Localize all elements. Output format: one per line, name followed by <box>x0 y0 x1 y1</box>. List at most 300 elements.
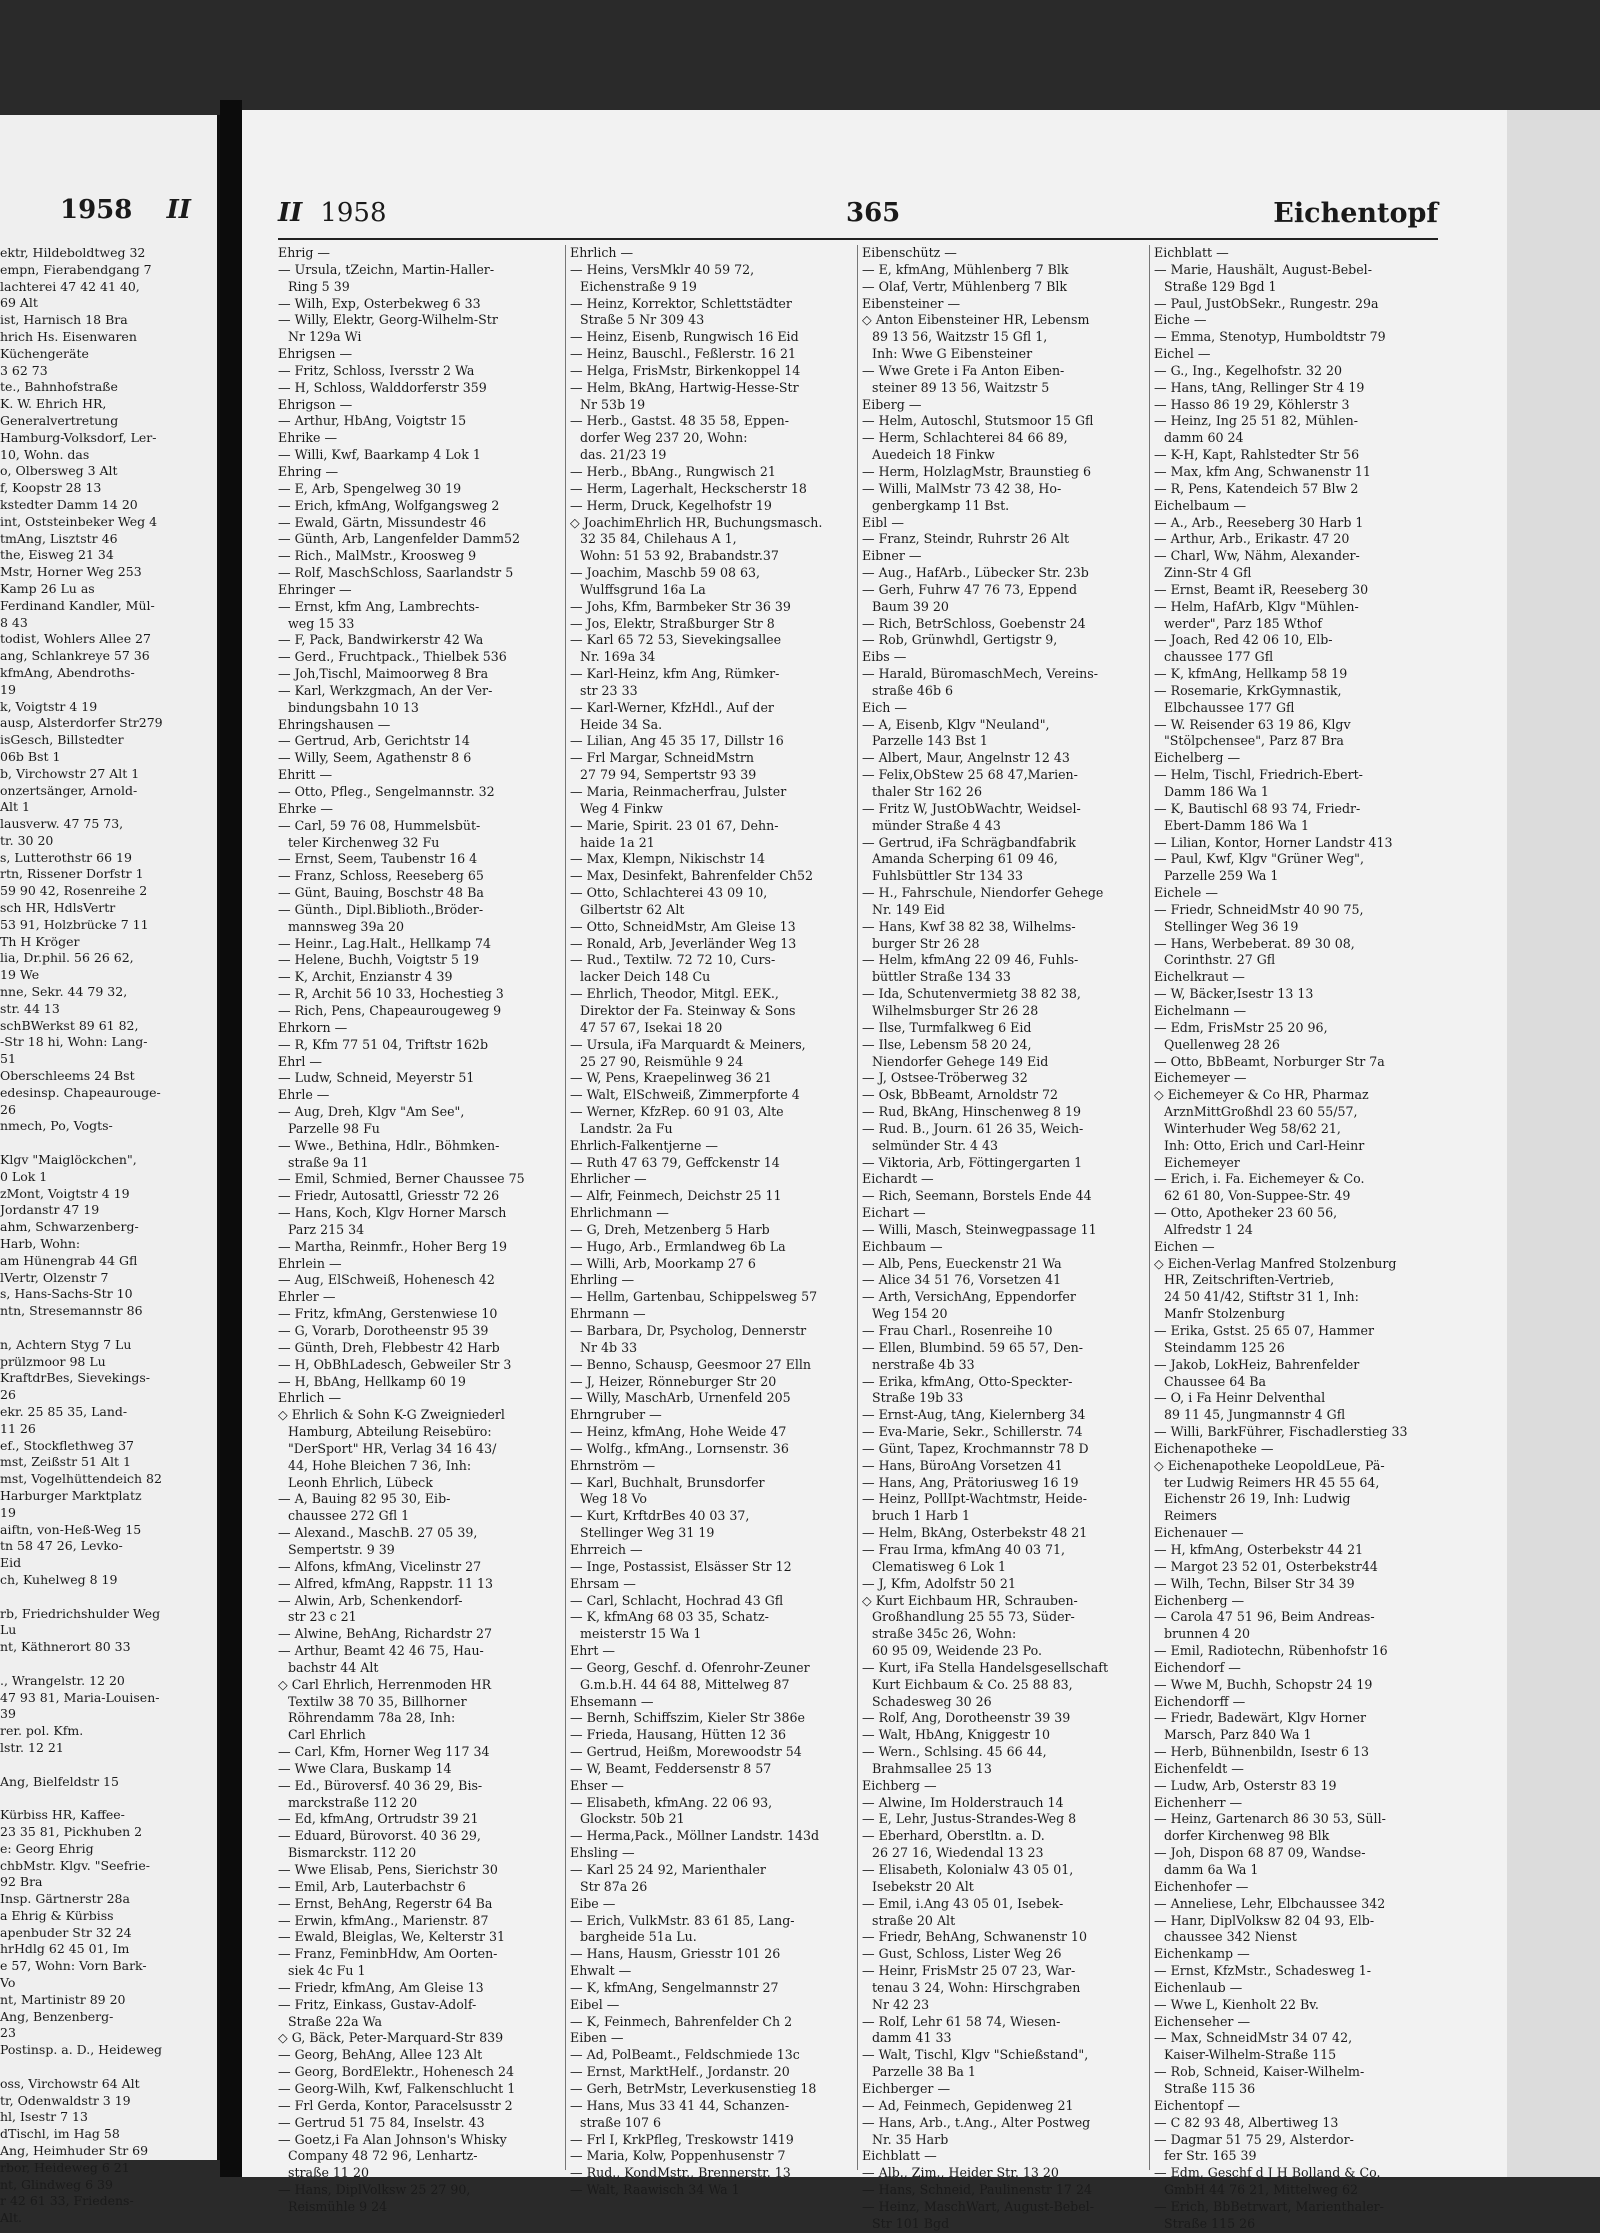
directory-entry-line: — Heinz, PollIpt-Wachtmstr, Heide- <box>862 1491 1088 1507</box>
directory-entry-line: — Jos, Elektr, Straßburger Str 8 <box>570 615 775 631</box>
directory-entry-line: ◇ Anton Eibensteiner HR, Lebensm <box>862 312 1090 328</box>
directory-entry-line: brunnen 4 20 <box>1164 1626 1251 1642</box>
directory-entry-line: tenau 3 24, Wohn: Hirschgraben <box>872 1979 1081 1995</box>
directory-entry-line: Ehrlicher — <box>570 1171 647 1187</box>
directory-entry-line: straße 345c 26, Wohn: <box>872 1626 1017 1642</box>
directory-column-2 <box>570 245 852 2198</box>
directory-entry-line: Ehrmann — <box>570 1306 646 1322</box>
directory-entry-line: — Lilian, Ang 45 35 17, Dillstr 16 <box>570 733 784 749</box>
directory-entry-line: Weg 18 Vo <box>580 1491 647 1507</box>
directory-entry-line: straße 20 Alt <box>872 1912 956 1928</box>
directory-entry-line: — Ed, kfmAng, Ortrudstr 39 21 <box>278 1811 479 1827</box>
directory-entry-line: zMont, Voigtstr 4 19 <box>0 1185 130 1201</box>
directory-entry-line: Eibe — <box>570 1895 616 1911</box>
directory-entry-line: ◇ Carl Ehrlich, Herrenmoden HR <box>278 1676 492 1692</box>
directory-entry-line: Eichardt — <box>862 1171 934 1187</box>
directory-entry-line: dTischl, im Hag 58 <box>0 2126 120 2142</box>
directory-entry-line: — Frl I, KrkPfleg, Treskowstr 1419 <box>570 2131 794 2147</box>
directory-entry-line: 3 62 73 <box>0 362 48 378</box>
directory-entry-line: — Heinz, Korrektor, Schlettstädter <box>570 295 792 311</box>
directory-entry-line: Ehrl — <box>278 1053 322 1069</box>
directory-entry-line: Insp. Gärtnerstr 28a <box>0 1891 130 1907</box>
directory-entry-line: ◇ Eichenapotheke LeopoldLeue, Pä- <box>1154 1457 1385 1473</box>
header-rule <box>278 238 1438 240</box>
directory-entry-line: — Gertrud, iFa Schrägbandfabrik <box>862 834 1076 850</box>
directory-entry-line: — Ursula, iFa Marquardt & Meiners, <box>570 1036 806 1052</box>
directory-entry-line: — Erika, kfmAng, Otto-Speckter- <box>862 1373 1073 1389</box>
directory-entry-line: — Wwe Elisab, Pens, Sierichstr 30 <box>278 1862 498 1877</box>
directory-entry-line: Alt 1 <box>0 799 30 815</box>
directory-entry-line: — Harald, BüromaschMech, Vereins- <box>862 666 1098 682</box>
directory-entry-line: — Aug., HafArb., Lübecker Str. 23b <box>862 565 1089 581</box>
running-head: Eichentopf <box>1273 198 1438 229</box>
directory-entry-line: ekr. 25 85 35, Land- <box>0 1403 128 1419</box>
directory-entry-line: Eichenapotheke — <box>1154 1440 1274 1456</box>
directory-entry-line: 89 13 56, Waitzstr 15 Gfl 1, <box>872 329 1048 345</box>
directory-entry-line: — Rolf, Ang, Dorotheenstr 39 39 <box>862 1710 1071 1726</box>
directory-entry-line: K. W. Ehrich HR, <box>0 396 107 412</box>
directory-entry-line: mst, Vogelhüttendeich 82 <box>0 1471 162 1487</box>
directory-entry-line: — Helm, Autoschl, Stutsmoor 15 Gfl <box>862 413 1094 429</box>
directory-entry-line: — K, kfmAng, Hellkamp 58 19 <box>1154 666 1348 682</box>
directory-entry-line: genbergkamp 11 Bst. <box>872 497 1010 513</box>
directory-entry-line: 69 Alt <box>0 295 38 311</box>
directory-entry-line: Harburger Marktplatz <box>0 1487 142 1503</box>
directory-entry-line: — Rud. B., Journ. 61 26 35, Weich- <box>862 1120 1084 1136</box>
directory-entry-line: Sempertstr. 9 39 <box>288 1541 395 1557</box>
directory-entry-line: Eichelbaum — <box>1154 497 1247 513</box>
directory-entry-line: — Erich, i. Fa. Eichemeyer & Co. <box>1154 1171 1365 1187</box>
directory-entry-line: — Elisabeth, kfmAng. 22 06 93, <box>570 1794 773 1810</box>
directory-entry-line: — Erich, VulkMstr. 83 61 85, Lang- <box>570 1912 795 1928</box>
directory-entry-line: — Carl, Kfm, Horner Weg 117 34 <box>278 1744 490 1760</box>
directory-entry-line <box>0 1790 215 1807</box>
directory-entry-line: ◇ Eichen-Verlag Manfred Stolzenburg <box>1154 1255 1397 1271</box>
directory-entry-line: Eibner — <box>862 548 922 564</box>
directory-entry-line: — Günth., Dipl.Biblioth.,Bröder- <box>278 901 484 917</box>
directory-entry-line: Baum 39 20 <box>872 598 949 614</box>
directory-entry-line: kfmAng, Abendroths- <box>0 664 135 680</box>
directory-entry-line: Ehrike — <box>278 430 338 446</box>
directory-entry-line: — Hans, Koch, Klgv Horner Marsch <box>278 1205 507 1221</box>
directory-entry-line: — Karl 25 24 92, Marienthaler <box>570 1862 766 1877</box>
directory-entry-line: Direktor der Fa. Steinway & Sons <box>580 1002 796 1018</box>
directory-entry-line: haide 1a 21 <box>580 834 655 850</box>
directory-entry-line: — Hans, Mus 33 41 44, Schanzen- <box>570 2097 790 2113</box>
directory-entry-line: "Stölpchensee", Parz 87 Bra <box>1164 733 1344 749</box>
directory-entry-line: Inh: Wwe G Eibensteiner <box>872 346 1033 362</box>
directory-entry-line: rtn, Rissener Dorfstr 1 <box>0 866 144 882</box>
directory-entry-line: dorfer Weg 237 20, Wohn: <box>580 430 748 446</box>
directory-entry-line: 59 90 42, Rosenreihe 2 <box>0 883 148 899</box>
directory-entry-line: — Eva-Marie, Sekr., Schillerstr. 74 <box>862 1424 1083 1440</box>
directory-entry-line: Fuhlsbüttler Str 134 33 <box>872 868 1024 884</box>
directory-entry-line: Ang, Benzenberg- <box>0 2008 114 2024</box>
directory-entry-line: Ehrsam — <box>570 1575 636 1591</box>
directory-entry-line: — Hans, Kwf 38 82 38, Wilhelms- <box>862 918 1076 934</box>
directory-entry-line: — Willy, Seem, Agathenstr 8 6 <box>278 750 472 766</box>
directory-entry-line: — Willi, Kwf, Baarkamp 4 Lok 1 <box>278 447 481 463</box>
directory-entry-line: steiner 89 13 56, Waitzstr 5 <box>872 379 1050 395</box>
directory-entry-line: Alt. <box>0 2210 23 2226</box>
directory-entry-line: Postinsp. a. D., Heideweg <box>0 2042 162 2058</box>
directory-columns <box>278 245 1438 2231</box>
directory-entry-line: 23 35 81, Pickhuben 2 <box>0 1823 143 1839</box>
directory-entry-line: — Margot 23 52 01, Osterbekstr44 <box>1154 1558 1378 1574</box>
directory-entry-line: 25 27 90, Reismühle 9 24 <box>580 1053 744 1069</box>
directory-column-1 <box>278 245 560 2214</box>
directory-entry-line: — Paul, JustObSekr., Rungestr. 29a <box>1154 295 1379 311</box>
directory-entry-line: o, Olbersweg 3 Alt <box>0 463 118 479</box>
directory-entry-line: s, Hans-Sachs-Str 10 <box>0 1286 133 1302</box>
directory-entry-line: — Arth, VersichAng, Eppendorfer <box>862 1289 1076 1305</box>
directory-entry-line: — Emil, i.Ang 43 05 01, Isebek- <box>862 1895 1064 1911</box>
directory-entry-line: — Frl Margar, SchneidMstrn <box>570 750 755 766</box>
directory-entry-line: straße 46b 6 <box>872 682 954 698</box>
directory-entry-line: — Ruth 47 63 79, Geffckenstr 14 <box>570 1154 780 1170</box>
directory-entry-line: nt, Martinistr 89 20 <box>0 1991 126 2007</box>
directory-entry-line: hl, Isestr 7 13 <box>0 2109 88 2125</box>
column-divider <box>1149 245 1150 2170</box>
directory-entry-line: Nr. 149 Eid <box>872 901 945 917</box>
directory-entry-line: Ebert-Damm 186 Wa 1 <box>1164 817 1309 833</box>
directory-entry-line: ◇ Kurt Eichbaum HR, Schrauben- <box>862 1592 1078 1608</box>
directory-entry-line: — Ernst, MarktHelf., Jordanstr. 20 <box>570 2064 790 2080</box>
directory-entry-line: — Herma,Pack., Möllner Landstr. 143d <box>570 1828 820 1844</box>
directory-entry-line: werder", Parz 185 Wthof <box>1164 615 1323 631</box>
directory-entry-line: — Ernst-Aug, tAng, Kielernberg 34 <box>862 1407 1086 1423</box>
directory-entry-line: — Ernst, Seem, Taubenstr 16 4 <box>278 851 478 867</box>
directory-entry-line: — Helm, kfmAng 22 09 46, Fuhls- <box>862 952 1079 968</box>
directory-entry-line: Eichele — <box>1154 885 1218 901</box>
directory-entry-line: — Edm, FrisMstr 25 20 96, <box>1154 1019 1328 1035</box>
directory-entry-line: Parzelle 259 Wa 1 <box>1164 868 1279 884</box>
directory-entry-line: Eichenseher — <box>1154 2013 1251 2029</box>
directory-entry-line: Ehrlich-Falkentjerne — <box>570 1137 719 1153</box>
directory-entry-line: Vo <box>0 1975 16 1991</box>
directory-entry-line: — Ernst, BehAng, Regerstr 64 Ba <box>278 1895 493 1911</box>
directory-entry-line: nmech, Po, Vogts- <box>0 1118 113 1134</box>
directory-entry-line: Eichenauer — <box>1154 1525 1244 1541</box>
directory-entry-line: — Friedr, Badewärt, Klgv Horner <box>1154 1710 1366 1726</box>
directory-entry-line: Landstr. 2a Fu <box>580 1120 673 1136</box>
directory-entry-line: — Walt, ElSchweiß, Zimmerpforte 4 <box>570 1087 800 1103</box>
directory-entry-line: — Franz, FeminbHdw, Am Oorten- <box>278 1946 498 1962</box>
directory-entry-line: — Heinz, Gartenarch 86 30 53, Süll- <box>1154 1811 1386 1827</box>
directory-entry-line: Th H Kröger <box>0 933 80 949</box>
directory-entry-line: e: Georg Ehrig <box>0 1840 94 1856</box>
directory-entry-line: chaussee 342 Nienst <box>1164 1929 1297 1945</box>
directory-entry-line: 60 95 09, Weidende 23 Po. <box>872 1643 1042 1659</box>
directory-entry-line: — Emma, Stenotyp, Humboldtstr 79 <box>1154 329 1386 345</box>
directory-entry-line: siek 4c Fu 1 <box>288 1963 366 1979</box>
directory-entry-line: Straße 22a Wa <box>288 2013 382 2029</box>
directory-entry-line: — Fritz W, JustObWachtr, Weidsel- <box>862 800 1081 816</box>
directory-entry-line: sch HR, HdlsVertr <box>0 900 116 916</box>
directory-entry-line <box>0 2059 215 2076</box>
directory-entry-line: 8 43 <box>0 614 28 630</box>
directory-entry-line: — Wolfg., kfmAng., Lornsenstr. 36 <box>570 1440 789 1456</box>
directory-entry-line: a Ehrig & Kürbiss <box>0 1907 114 1923</box>
directory-entry-line: kstedter Damm 14 20 <box>0 496 138 512</box>
directory-entry-line: — Wwe L, Kienholt 22 Bv. <box>1154 1996 1319 2012</box>
directory-entry-line: ntn, Stresemannstr 86 <box>0 1303 143 1319</box>
directory-entry-line: Großhandlung 25 55 73, Süder- <box>872 1609 1075 1625</box>
directory-entry-line: — Heinr, FrisMstr 25 07 23, War- <box>862 1963 1076 1979</box>
directory-entry-line: — Kurt, iFa Stella Handelsgesellschaft <box>862 1659 1109 1675</box>
directory-entry-line: — Edm, Geschf d J H Bolland & Co. <box>1154 2165 1381 2181</box>
directory-entry-line: Harb, Wohn: <box>0 1236 81 1252</box>
directory-entry-line: — Rich, BetrSchloss, Goebenstr 24 <box>862 615 1086 631</box>
directory-entry-line: Company 48 72 96, Lenhartz- <box>288 2148 478 2164</box>
directory-entry-line: — Elisabeth, Kolonialw 43 05 01, <box>862 1862 1074 1877</box>
directory-entry-line: Mstr, Horner Weg 253 <box>0 564 142 580</box>
directory-entry-line: — Otto, Schlachterei 43 09 10, <box>570 885 768 901</box>
directory-entry-line: — Erich, kfmAng, Wolfgangsweg 2 <box>278 497 500 513</box>
directory-entry-line: s, Lutterothstr 66 19 <box>0 849 132 865</box>
directory-entry-line: ., Wrangelstr. 12 20 <box>0 1672 125 1688</box>
directory-entry-line: — H, ObBhLadesch, Gebweiler Str 3 <box>278 1356 512 1372</box>
directory-entry-line: r 42 61 33, Friedens- <box>0 2193 134 2209</box>
directory-entry-line: ◇ Eichemeyer & Co HR, Pharmaz <box>1154 1087 1369 1103</box>
page-year: 1958 <box>320 198 387 228</box>
directory-entry-line: — C 82 93 48, Albertiweg 13 <box>1154 2114 1339 2130</box>
directory-entry-line: Elbchaussee 177 Gfl <box>1164 699 1295 715</box>
directory-entry-line: Eichendorf — <box>1154 1659 1241 1675</box>
directory-entry-line: teler Kirchenweg 32 Fu <box>288 834 440 850</box>
directory-entry-line: tr, Odenwaldstr 3 19 <box>0 2092 131 2108</box>
directory-entry-line: — Joach, Red 42 06 10, Elb- <box>1154 632 1333 648</box>
directory-entry-line: Ehrkorn — <box>278 1019 348 1035</box>
directory-entry-line: Eichenstraße 9 19 <box>580 278 697 294</box>
directory-entry-line: — Heinz, Eisenb, Rungwisch 16 Eid <box>570 329 799 345</box>
directory-entry-line: — Ewald, Gärtn, Missundestr 46 <box>278 514 487 530</box>
directory-entry-line: — Eberhard, Oberstltn. a. D. <box>862 1828 1045 1844</box>
directory-entry-line: k, Voigtstr 4 19 <box>0 698 98 714</box>
directory-entry-line: — Alice 34 51 76, Vorsetzen 41 <box>862 1272 1062 1288</box>
directory-entry-line: Eich — <box>862 699 907 715</box>
directory-entry-line: — Walt, HbAng, Kniggestr 10 <box>862 1727 1051 1743</box>
directory-entry-line: — Eduard, Bürovorst. 40 36 29, <box>278 1828 481 1844</box>
directory-entry-line: — G, Dreh, Metzenberg 5 Harb <box>570 1221 770 1237</box>
directory-entry-line: ef., Stockflethweg 37 <box>0 1437 134 1453</box>
directory-entry-line: ◇ Ehrlich & Sohn K-G Zweigniederl <box>278 1407 505 1423</box>
directory-entry-line: — Max, Klempn, Nikischstr 14 <box>570 851 766 867</box>
directory-entry-line: n, Achtern Styg 7 Lu <box>0 1336 132 1352</box>
directory-entry-line: — Max, Desinfekt, Bahrenfelder Ch52 <box>570 868 813 884</box>
directory-entry-line: Straße 115 26 <box>1164 2215 1256 2231</box>
directory-entry-line: — Alfons, kfmAng, Vicelinstr 27 <box>278 1558 482 1574</box>
directory-entry-line: — Rob, Grünwhdl, Gertigstr 9, <box>862 632 1058 648</box>
directory-entry-line: — Karl-Werner, KfzHdl., Auf der <box>570 699 774 715</box>
directory-entry-line: aiftn, von-Heß-Weg 15 <box>0 1521 142 1537</box>
directory-entry-line: — Carl, Schlacht, Hochrad 43 Gfl <box>570 1592 784 1608</box>
directory-entry-line: "DerSport" HR, Verlag 34 16 43/ <box>288 1440 497 1456</box>
directory-entry-line: b, Virchowstr 27 Alt 1 <box>0 765 140 781</box>
directory-entry-line: Kaiser-Wilhelm-Straße 115 <box>1164 2047 1337 2063</box>
directory-entry-line: Chaussee 64 Ba <box>1164 1373 1266 1389</box>
directory-entry-line: Steindamm 125 26 <box>1164 1339 1285 1355</box>
directory-entry-line: — E, Arb, Spengelweg 30 19 <box>278 480 462 496</box>
directory-entry-line: — Kurt, KrftdrBes 40 03 37, <box>570 1508 750 1524</box>
directory-entry-line: — Georg, BehAng, Allee 123 Alt <box>278 2047 483 2063</box>
directory-entry-line: lausverw. 47 75 73, <box>0 816 124 832</box>
directory-entry-line: — Gerh, Fuhrw 47 76 73, Eppend <box>862 581 1078 597</box>
directory-entry-line: Carl Ehrlich <box>288 1727 366 1743</box>
directory-entry-line: — Carola 47 51 96, Beim Andreas- <box>1154 1609 1375 1625</box>
directory-entry-line: lachterei 47 42 41 40, <box>0 278 140 294</box>
directory-entry-line: 06b Bst 1 <box>0 748 61 764</box>
directory-entry-line: ist, Harnisch 18 Bra <box>0 312 128 328</box>
directory-entry-line: — Hasso 86 19 29, Köhlerstr 3 <box>1154 396 1350 412</box>
directory-entry-line: — Herb, Bühnenbildn, Isestr 6 13 <box>1154 1744 1370 1760</box>
directory-entry-line: — Helm, HafArb, Klgv "Mühlen- <box>1154 598 1359 614</box>
directory-entry-line: Straße 19b 33 <box>872 1390 964 1406</box>
directory-entry-line: prülzmoor 98 Lu <box>0 1353 106 1369</box>
directory-entry-line: Hamburg-Volksdorf, Ler- <box>0 429 157 445</box>
directory-entry-line: apenbuder Str 32 24 <box>0 1924 132 1940</box>
directory-entry-line: Kürbiss HR, Kaffee- <box>0 1807 125 1823</box>
directory-entry-line: — Alfr, Feinmech, Deichstr 25 11 <box>570 1188 782 1204</box>
directory-entry-line: straße 107 6 <box>580 2114 661 2130</box>
directory-entry-line: — A, Bauing 82 95 30, Eib- <box>278 1491 451 1507</box>
directory-entry-line: hrHdlg 62 45 01, Im <box>0 1941 130 1957</box>
directory-entry-line: — A, Eisenb, Klgv "Neuland", <box>862 716 1050 732</box>
directory-entry-line: oss, Virchowstr 64 Alt <box>0 2075 140 2091</box>
directory-entry-line: Eid <box>0 1555 22 1571</box>
directory-entry-line: f, Koopstr 28 13 <box>0 480 102 496</box>
directory-entry-line: — Hans, Ang, Prätoriusweg 16 19 <box>862 1474 1079 1490</box>
directory-entry-line: — Wwe Grete i Fa Anton Eiben- <box>862 362 1065 378</box>
directory-entry-line: Eichenherr — <box>1154 1794 1243 1810</box>
directory-entry-line: — Rud, BkAng, Hinschenweg 8 19 <box>862 1104 1082 1120</box>
directory-entry-line: — Wwe., Bethina, Hdlr., Böhmken- <box>278 1137 500 1153</box>
directory-entry-line: — Rich, Pens, Chapeaurougeweg 9 <box>278 1002 502 1018</box>
directory-entry-line: — Alwin, Arb, Schenkendorf- <box>278 1592 463 1608</box>
directory-entry-line: nt, Glindweg 6 39 <box>0 2176 113 2192</box>
directory-entry-line <box>0 1656 215 1673</box>
directory-entry-line: — Hans, Hausm, Griesstr 101 26 <box>570 1946 781 1962</box>
left-page-numeral: II <box>166 195 191 225</box>
directory-entry-line: — Carl, 59 76 08, Hummelsbüt- <box>278 817 481 833</box>
column-divider <box>565 245 566 2170</box>
directory-entry-line: — W, Beamt, Feddersenstr 8 57 <box>570 1760 772 1776</box>
directory-entry-line: — Emil, Arb, Lauterbachstr 6 <box>278 1878 466 1894</box>
directory-entry-line: fer Str. 165 39 <box>1164 2148 1257 2164</box>
directory-entry-line: — Helm, BkAng, Osterbekstr 48 21 <box>862 1525 1088 1541</box>
directory-entry-line: Eichelkraut — <box>1154 969 1245 985</box>
directory-entry-line: Nr 129a Wi <box>288 329 362 345</box>
directory-entry-line: — Felix,ObStew 25 68 47,Marien- <box>862 767 1078 783</box>
directory-entry-line: — Helga, FrisMstr, Birkenkoppel 14 <box>570 362 801 378</box>
directory-entry-line: todist, Wohlers Allee 27 <box>0 631 151 647</box>
directory-entry-line: thaler Str 162 26 <box>872 784 982 799</box>
directory-entry-line: — Fritz, Einkass, Gustav-Adolf- <box>278 1996 477 2012</box>
directory-entry-line: Nr 42 23 <box>872 1996 930 2012</box>
directory-entry-line: Damm 186 Wa 1 <box>1164 784 1269 799</box>
directory-entry-line: Schadesweg 30 26 <box>872 1693 992 1709</box>
directory-entry-line: chaussee 272 Gfl 1 <box>288 1508 410 1524</box>
directory-entry-line: Ehrle — <box>278 1087 330 1103</box>
directory-entry-line: — Rich., MalMstr., Kroosweg 9 <box>278 548 477 564</box>
directory-entry-line: 32 35 84, Chilehaus A 1, <box>580 531 737 547</box>
left-page-header <box>60 195 191 225</box>
directory-entry-line: — Ad, PolBeamt., Feldschmiede 13c <box>570 2047 800 2063</box>
directory-entry-line: GmbH 44 76 21, Mittelweg 62 <box>1164 2182 1358 2198</box>
directory-entry-line: 47 57 67, Isekai 18 20 <box>580 1019 723 1035</box>
directory-entry-line: — Günt, Tapez, Krochmannstr 78 D <box>862 1440 1089 1456</box>
directory-entry-line: Ehrling — <box>570 1272 635 1288</box>
directory-entry-line: lia, Dr.phil. 56 26 62, <box>0 950 134 966</box>
directory-entry-line: edesinsp. Chapeaurouge- <box>0 1084 161 1100</box>
directory-entry-line: — Viktoria, Arb, Föttingergarten 1 <box>862 1154 1083 1170</box>
directory-entry-line: — J, Heizer, Rönneburger Str 20 <box>570 1373 777 1389</box>
directory-entry-line: lstr. 12 21 <box>0 1739 64 1755</box>
directory-entry-line: 62 61 80, Von-Suppee-Str. 49 <box>1164 1188 1351 1204</box>
directory-entry-line: Weg 4 Finkw <box>580 800 663 816</box>
directory-entry-line: Eichemeyer <box>1164 1154 1240 1170</box>
directory-entry-line: e 57, Wohn: Vorn Bark- <box>0 1958 147 1974</box>
directory-entry-line: weg 15 33 <box>288 615 355 631</box>
directory-entry-line: — Heinz, Bauschl., Feßlerstr. 16 21 <box>570 346 796 362</box>
directory-entry-line: Marsch, Parz 840 Wa 1 <box>1164 1727 1312 1743</box>
directory-entry-line: mst, Zeißstr 51 Alt 1 <box>0 1454 131 1470</box>
directory-entry-line: — Wwe Clara, Buskamp 14 <box>278 1760 452 1776</box>
directory-entry-line: G.m.b.H. 44 64 88, Mittelweg 87 <box>580 1676 790 1692</box>
directory-entry-line: Ehsling — <box>570 1845 635 1861</box>
directory-entry-line: ahm, Schwarzenberg- <box>0 1219 139 1235</box>
directory-entry-line: Niendorfer Gehege 149 Eid <box>872 1053 1049 1069</box>
directory-entry-line: — Ursula, tZeichn, Martin-Haller- <box>278 261 495 277</box>
directory-column-3 <box>862 245 1144 2231</box>
directory-entry-line: — Maria, Kolw, Poppenhusenstr 7 <box>570 2148 786 2164</box>
right-page <box>242 110 1507 2231</box>
directory-entry-line: ◇ G, Bäck, Peter-Marquard-Str 839 <box>278 2030 504 2046</box>
directory-entry-line: Ehrlichmann — <box>570 1205 669 1221</box>
directory-entry-line: das. 21/23 19 <box>580 447 667 463</box>
directory-entry-line: — Ilse, Lebensm 58 20 24, <box>862 1036 1032 1052</box>
directory-entry-line: burger Str 26 28 <box>872 935 980 951</box>
directory-entry-line: — Gerd., Fruchtpack., Thielbek 536 <box>278 649 507 665</box>
directory-entry-line: — Ewald, Bleiglas, We, Kelterstr 31 <box>278 1929 506 1945</box>
directory-column-4 <box>1154 245 1436 2231</box>
directory-entry-line: isGesch, Billstedter <box>0 732 124 748</box>
directory-entry-line: nerstraße 4b 33 <box>872 1356 975 1372</box>
directory-entry-line: Eichblatt — <box>1154 245 1229 260</box>
directory-entry-line: Nr. 169a 34 <box>580 649 656 665</box>
directory-entry-line: am Hünengrab 44 Gfl <box>0 1252 138 1268</box>
directory-entry-line: str 23 c 21 <box>288 1609 357 1625</box>
directory-entry-line: — Hans, DiplVolksw 25 27 90, <box>278 2182 471 2198</box>
directory-entry-line: Brahmsallee 25 13 <box>872 1760 992 1776</box>
directory-entry-line: — H., Fahrschule, Niendorfer Gehege <box>862 885 1104 901</box>
directory-entry-line: Eichelmann — <box>1154 1002 1247 1018</box>
directory-entry-line: — Olaf, Vertr, Mühlenberg 7 Blk <box>862 278 1068 294</box>
directory-entry-line: Stellinger Weg 36 19 <box>1164 918 1299 934</box>
directory-entry-line: 23 <box>0 2025 16 2041</box>
directory-entry-line: — Karl, Buchhalt, Brunsdorfer <box>570 1474 765 1490</box>
directory-entry-line: Stellinger Weg 31 19 <box>580 1525 715 1541</box>
directory-entry-line: Wohn: 51 53 92, Brabandstr.37 <box>580 548 779 564</box>
directory-entry-line: — Franz, Schloss, Reeseberg 65 <box>278 868 484 884</box>
directory-entry-line: hrich Hs. Eisenwaren <box>0 328 137 344</box>
directory-entry-line: Straße 129 Bgd 1 <box>1164 278 1277 294</box>
directory-entry-line: — Günth, Dreh, Flebbestr 42 Harb <box>278 1339 500 1355</box>
directory-entry-line: Generalvertretung <box>0 412 119 428</box>
directory-entry-line: — Fritz, Schloss, Iversstr 2 Wa <box>278 362 475 378</box>
directory-entry-line: Kurt Eichbaum & Co. 25 88 83, <box>872 1676 1073 1692</box>
directory-entry-line <box>0 1757 215 1774</box>
